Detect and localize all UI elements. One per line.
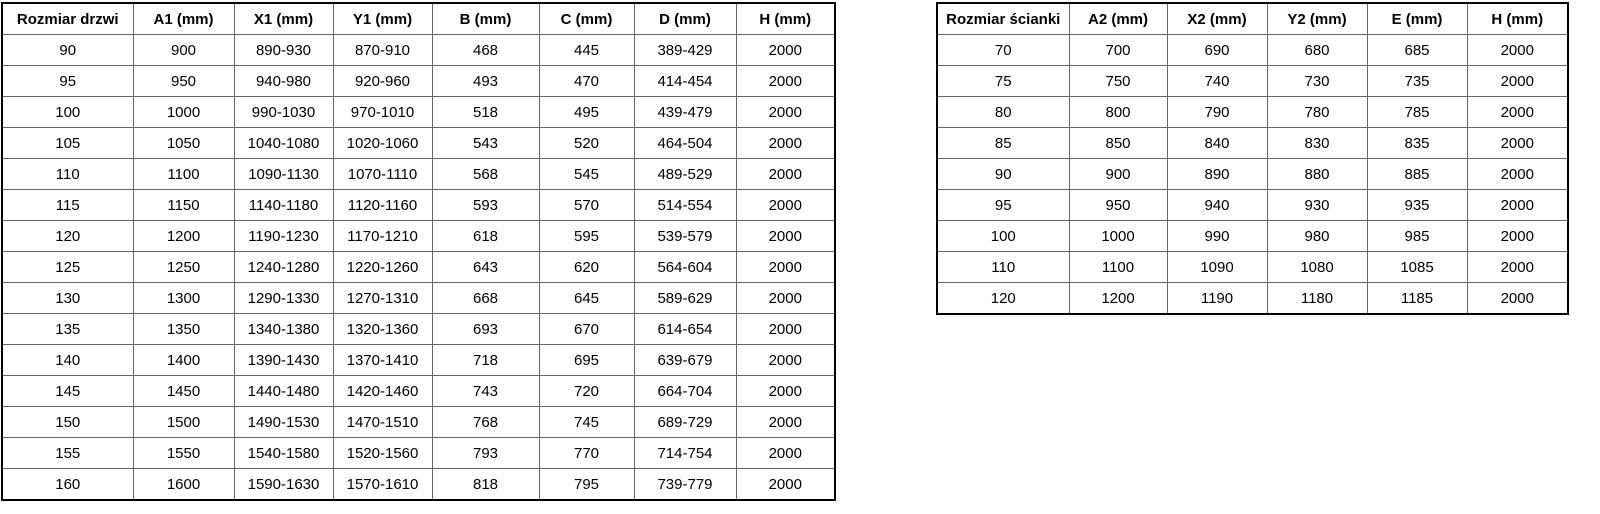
table-cell: 1100 bbox=[1069, 252, 1167, 283]
table-cell: 985 bbox=[1367, 221, 1467, 252]
table-cell: 693 bbox=[432, 314, 539, 345]
table-cell: 643 bbox=[432, 252, 539, 283]
table-cell: 1070-1110 bbox=[333, 159, 432, 190]
table-cell: 470 bbox=[539, 66, 634, 97]
table-cell: 2000 bbox=[736, 345, 835, 376]
table-cell: 870-910 bbox=[333, 35, 432, 66]
table-row bbox=[2, 221, 835, 252]
column-header: H (mm) bbox=[736, 3, 835, 35]
table-cell: 890 bbox=[1167, 159, 1267, 190]
table-cell: 2000 bbox=[736, 438, 835, 469]
table-cell: 568 bbox=[432, 159, 539, 190]
table-row bbox=[937, 35, 1568, 66]
table-cell: 140 bbox=[2, 345, 133, 376]
table-cell: 2000 bbox=[736, 159, 835, 190]
table-cell: 2000 bbox=[736, 314, 835, 345]
table-cell: 389-429 bbox=[634, 35, 736, 66]
table-row bbox=[937, 97, 1568, 128]
table-cell: 695 bbox=[539, 345, 634, 376]
table-cell: 439-479 bbox=[634, 97, 736, 128]
table-cell: 1290-1330 bbox=[234, 283, 333, 314]
table-cell: 2000 bbox=[1467, 283, 1568, 315]
table-cell: 2000 bbox=[736, 221, 835, 252]
table-row bbox=[2, 190, 835, 221]
table-cell: 618 bbox=[432, 221, 539, 252]
table-cell: 1200 bbox=[133, 221, 234, 252]
walls-header-row bbox=[937, 3, 1568, 35]
table-cell: 589-629 bbox=[634, 283, 736, 314]
table-cell: 85 bbox=[937, 128, 1069, 159]
table-cell: 593 bbox=[432, 190, 539, 221]
table-cell: 495 bbox=[539, 97, 634, 128]
table-cell: 1000 bbox=[1069, 221, 1167, 252]
table-cell: 595 bbox=[539, 221, 634, 252]
table-cell: 2000 bbox=[736, 97, 835, 128]
table-cell: 690 bbox=[1167, 35, 1267, 66]
table-row bbox=[2, 159, 835, 190]
table-cell: 115 bbox=[2, 190, 133, 221]
table-cell: 1220-1260 bbox=[333, 252, 432, 283]
table-cell: 1520-1560 bbox=[333, 438, 432, 469]
table-cell: 1490-1530 bbox=[234, 407, 333, 438]
table-cell: 514-554 bbox=[634, 190, 736, 221]
table-cell: 850 bbox=[1069, 128, 1167, 159]
table-row bbox=[2, 283, 835, 314]
table-row bbox=[2, 345, 835, 376]
table-cell: 1185 bbox=[1367, 283, 1467, 315]
table-cell: 2000 bbox=[736, 252, 835, 283]
table-cell: 70 bbox=[937, 35, 1069, 66]
table-row bbox=[937, 190, 1568, 221]
table-cell: 1000 bbox=[133, 97, 234, 128]
table-cell: 105 bbox=[2, 128, 133, 159]
table-cell: 1200 bbox=[1069, 283, 1167, 315]
table-cell: 1040-1080 bbox=[234, 128, 333, 159]
table-cell: 1400 bbox=[133, 345, 234, 376]
column-header: X1 (mm) bbox=[234, 3, 333, 35]
wall-sizes-table bbox=[936, 2, 1569, 315]
table-cell: 1390-1430 bbox=[234, 345, 333, 376]
table-cell: 2000 bbox=[736, 190, 835, 221]
table-row bbox=[2, 438, 835, 469]
table-cell: 685 bbox=[1367, 35, 1467, 66]
table-cell: 1150 bbox=[133, 190, 234, 221]
table-cell: 930 bbox=[1267, 190, 1367, 221]
table-cell: 614-654 bbox=[634, 314, 736, 345]
table-cell: 2000 bbox=[1467, 66, 1568, 97]
table-cell: 1080 bbox=[1267, 252, 1367, 283]
table-row bbox=[2, 469, 835, 501]
table-cell: 885 bbox=[1367, 159, 1467, 190]
table-row bbox=[2, 376, 835, 407]
table-cell: 1440-1480 bbox=[234, 376, 333, 407]
table-cell: 464-504 bbox=[634, 128, 736, 159]
table-cell: 980 bbox=[1267, 221, 1367, 252]
table-cell: 2000 bbox=[736, 376, 835, 407]
table-cell: 2000 bbox=[736, 469, 835, 501]
table-cell: 2000 bbox=[1467, 97, 1568, 128]
table-cell: 564-604 bbox=[634, 252, 736, 283]
table-cell: 990-1030 bbox=[234, 97, 333, 128]
column-header: A1 (mm) bbox=[133, 3, 234, 35]
walls-table-body bbox=[937, 35, 1568, 315]
column-header: Y1 (mm) bbox=[333, 3, 432, 35]
table-cell: 768 bbox=[432, 407, 539, 438]
table-row bbox=[937, 221, 1568, 252]
table-cell: 1050 bbox=[133, 128, 234, 159]
table-cell: 1250 bbox=[133, 252, 234, 283]
table-cell: 950 bbox=[1069, 190, 1167, 221]
table-cell: 130 bbox=[2, 283, 133, 314]
table-cell: 100 bbox=[2, 97, 133, 128]
table-cell: 110 bbox=[937, 252, 1069, 283]
table-cell: 1180 bbox=[1267, 283, 1367, 315]
table-cell: 2000 bbox=[1467, 252, 1568, 283]
table-cell: 2000 bbox=[1467, 35, 1568, 66]
table-cell: 2000 bbox=[1467, 128, 1568, 159]
column-header: Rozmiar drzwi bbox=[2, 3, 133, 35]
table-cell: 720 bbox=[539, 376, 634, 407]
table-cell: 120 bbox=[937, 283, 1069, 315]
column-header: C (mm) bbox=[539, 3, 634, 35]
column-header: H (mm) bbox=[1467, 3, 1568, 35]
table-cell: 750 bbox=[1069, 66, 1167, 97]
table-cell: 414-454 bbox=[634, 66, 736, 97]
table-cell: 520 bbox=[539, 128, 634, 159]
table-cell: 1140-1180 bbox=[234, 190, 333, 221]
table-cell: 1085 bbox=[1367, 252, 1467, 283]
table-cell: 735 bbox=[1367, 66, 1467, 97]
table-cell: 2000 bbox=[736, 35, 835, 66]
table-cell: 689-729 bbox=[634, 407, 736, 438]
table-cell: 935 bbox=[1367, 190, 1467, 221]
table-cell: 1170-1210 bbox=[333, 221, 432, 252]
table-cell: 125 bbox=[2, 252, 133, 283]
table-cell: 770 bbox=[539, 438, 634, 469]
table-cell: 740 bbox=[1167, 66, 1267, 97]
table-cell: 95 bbox=[937, 190, 1069, 221]
column-header: E (mm) bbox=[1367, 3, 1467, 35]
column-header: Y2 (mm) bbox=[1267, 3, 1367, 35]
table-row bbox=[2, 314, 835, 345]
table-cell: 2000 bbox=[736, 128, 835, 159]
table-cell: 940 bbox=[1167, 190, 1267, 221]
table-cell: 155 bbox=[2, 438, 133, 469]
table-cell: 900 bbox=[1069, 159, 1167, 190]
table-row bbox=[937, 283, 1568, 315]
table-cell: 543 bbox=[432, 128, 539, 159]
doors-header-row bbox=[2, 3, 835, 35]
column-header: Rozmiar ścianki bbox=[937, 3, 1069, 35]
door-sizes-table bbox=[1, 2, 836, 501]
table-cell: 1090 bbox=[1167, 252, 1267, 283]
table-cell: 100 bbox=[937, 221, 1069, 252]
table-cell: 1300 bbox=[133, 283, 234, 314]
table-cell: 718 bbox=[432, 345, 539, 376]
table-cell: 1500 bbox=[133, 407, 234, 438]
table-cell: 1120-1160 bbox=[333, 190, 432, 221]
table-cell: 795 bbox=[539, 469, 634, 501]
column-header: X2 (mm) bbox=[1167, 3, 1267, 35]
column-header: B (mm) bbox=[432, 3, 539, 35]
table-cell: 120 bbox=[2, 221, 133, 252]
table-cell: 1420-1460 bbox=[333, 376, 432, 407]
table-cell: 830 bbox=[1267, 128, 1367, 159]
table-cell: 940-980 bbox=[234, 66, 333, 97]
table-cell: 135 bbox=[2, 314, 133, 345]
table-cell: 80 bbox=[937, 97, 1069, 128]
table-cell: 668 bbox=[432, 283, 539, 314]
table-row bbox=[937, 252, 1568, 283]
table-cell: 489-529 bbox=[634, 159, 736, 190]
table-cell: 1270-1310 bbox=[333, 283, 432, 314]
table-cell: 900 bbox=[133, 35, 234, 66]
table-cell: 2000 bbox=[1467, 190, 1568, 221]
table-cell: 680 bbox=[1267, 35, 1367, 66]
table-cell: 950 bbox=[133, 66, 234, 97]
table-cell: 1600 bbox=[133, 469, 234, 501]
table-cell: 1540-1580 bbox=[234, 438, 333, 469]
table-row bbox=[2, 35, 835, 66]
table-cell: 545 bbox=[539, 159, 634, 190]
table-cell: 730 bbox=[1267, 66, 1367, 97]
table-cell: 1090-1130 bbox=[234, 159, 333, 190]
table-cell: 95 bbox=[2, 66, 133, 97]
table-cell: 75 bbox=[937, 66, 1069, 97]
table-cell: 1470-1510 bbox=[333, 407, 432, 438]
table-cell: 793 bbox=[432, 438, 539, 469]
table-cell: 714-754 bbox=[634, 438, 736, 469]
table-cell: 1350 bbox=[133, 314, 234, 345]
table-cell: 1190-1230 bbox=[234, 221, 333, 252]
table-cell: 150 bbox=[2, 407, 133, 438]
table-cell: 2000 bbox=[736, 407, 835, 438]
table-cell: 664-704 bbox=[634, 376, 736, 407]
table-row bbox=[937, 159, 1568, 190]
table-cell: 90 bbox=[2, 35, 133, 66]
table-cell: 445 bbox=[539, 35, 634, 66]
table-row bbox=[937, 128, 1568, 159]
table-cell: 970-1010 bbox=[333, 97, 432, 128]
table-cell: 780 bbox=[1267, 97, 1367, 128]
table-row bbox=[2, 66, 835, 97]
table-cell: 145 bbox=[2, 376, 133, 407]
table-cell: 840 bbox=[1167, 128, 1267, 159]
table-cell: 518 bbox=[432, 97, 539, 128]
table-cell: 1020-1060 bbox=[333, 128, 432, 159]
table-row bbox=[2, 128, 835, 159]
table-cell: 739-779 bbox=[634, 469, 736, 501]
table-cell: 570 bbox=[539, 190, 634, 221]
table-cell: 1340-1380 bbox=[234, 314, 333, 345]
table-cell: 818 bbox=[432, 469, 539, 501]
table-row bbox=[2, 97, 835, 128]
table-cell: 2000 bbox=[1467, 159, 1568, 190]
table-row bbox=[2, 407, 835, 438]
table-cell: 1320-1360 bbox=[333, 314, 432, 345]
table-cell: 890-930 bbox=[234, 35, 333, 66]
table-cell: 90 bbox=[937, 159, 1069, 190]
table-cell: 493 bbox=[432, 66, 539, 97]
table-cell: 990 bbox=[1167, 221, 1267, 252]
table-cell: 639-679 bbox=[634, 345, 736, 376]
table-cell: 468 bbox=[432, 35, 539, 66]
doors-table-body bbox=[2, 35, 835, 501]
table-cell: 1370-1410 bbox=[333, 345, 432, 376]
table-cell: 1100 bbox=[133, 159, 234, 190]
table-cell: 920-960 bbox=[333, 66, 432, 97]
table-cell: 785 bbox=[1367, 97, 1467, 128]
table-cell: 1570-1610 bbox=[333, 469, 432, 501]
table-cell: 743 bbox=[432, 376, 539, 407]
table-row bbox=[2, 252, 835, 283]
table-cell: 1550 bbox=[133, 438, 234, 469]
table-cell: 835 bbox=[1367, 128, 1467, 159]
table-cell: 1450 bbox=[133, 376, 234, 407]
column-header: D (mm) bbox=[634, 3, 736, 35]
table-cell: 2000 bbox=[1467, 221, 1568, 252]
table-cell: 1590-1630 bbox=[234, 469, 333, 501]
table-cell: 1190 bbox=[1167, 283, 1267, 315]
table-cell: 670 bbox=[539, 314, 634, 345]
table-cell: 790 bbox=[1167, 97, 1267, 128]
table-row bbox=[937, 66, 1568, 97]
table-cell: 645 bbox=[539, 283, 634, 314]
table-cell: 160 bbox=[2, 469, 133, 501]
table-cell: 880 bbox=[1267, 159, 1367, 190]
table-cell: 539-579 bbox=[634, 221, 736, 252]
column-header: A2 (mm) bbox=[1069, 3, 1167, 35]
table-cell: 2000 bbox=[736, 283, 835, 314]
table-cell: 700 bbox=[1069, 35, 1167, 66]
table-cell: 2000 bbox=[736, 66, 835, 97]
table-cell: 745 bbox=[539, 407, 634, 438]
table-cell: 1240-1280 bbox=[234, 252, 333, 283]
table-cell: 800 bbox=[1069, 97, 1167, 128]
table-cell: 110 bbox=[2, 159, 133, 190]
table-cell: 620 bbox=[539, 252, 634, 283]
